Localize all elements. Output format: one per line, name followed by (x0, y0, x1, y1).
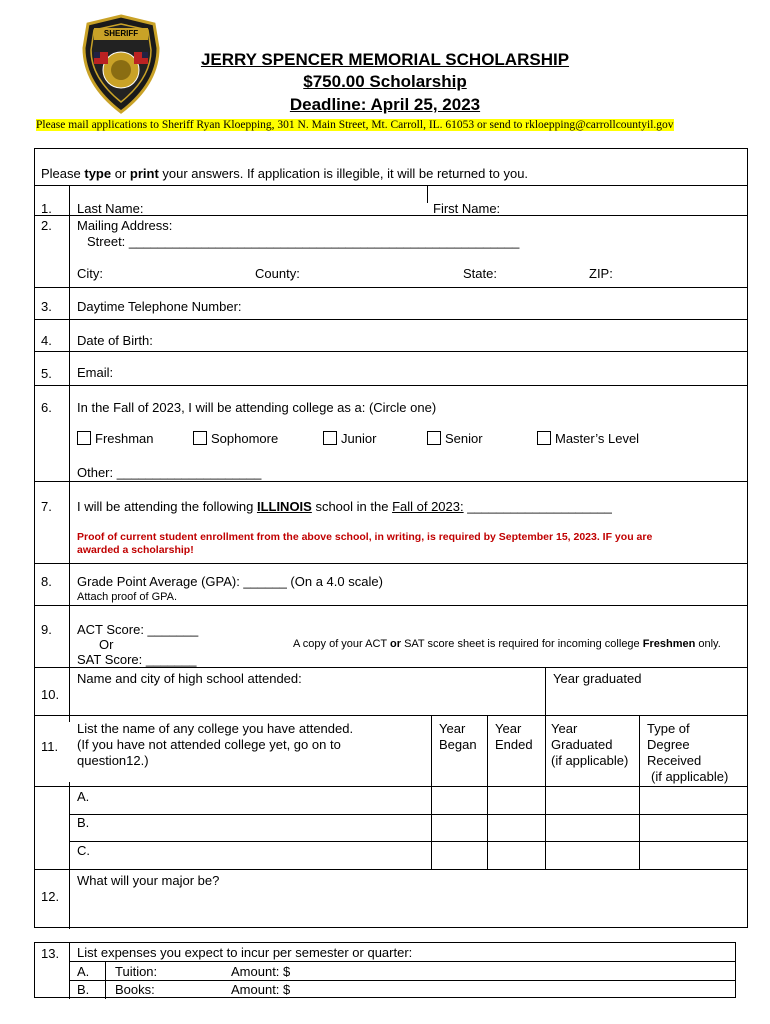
other-field[interactable]: Other: ____________________ (77, 465, 262, 480)
checkbox-icon (323, 431, 337, 445)
gpa-note: Attach proof of GPA. (77, 591, 178, 603)
option-freshman[interactable]: Freshman (77, 431, 154, 446)
q12-number: 12. (41, 889, 60, 904)
college-level-question: In the Fall of 2023, I will be attending college as a: (Circle one) (77, 400, 437, 415)
high-school-field[interactable]: Name and city of high school attended: (77, 671, 302, 686)
q6-number: 6. (41, 400, 52, 415)
q9-number: 9. (41, 622, 52, 637)
school-field[interactable]: I will be attending the following ILLINOIS school in the Fall of 2023: ____________________ (77, 499, 612, 514)
option-junior[interactable]: Junior (323, 431, 376, 446)
email-field[interactable]: Email: (77, 365, 114, 380)
gpa-field[interactable]: Grade Point Average (GPA): ______ (On a 4.0 scale) (77, 574, 383, 589)
expenses-question: List expenses you expect to incur per semester or quarter: (77, 945, 413, 960)
major-field[interactable]: What will your major be? (77, 873, 220, 888)
year-graduated-field[interactable]: Year graduated (553, 671, 642, 686)
last-name-field[interactable]: Last Name: (77, 201, 144, 216)
expense-letter-b: B. (77, 982, 90, 997)
application-form (34, 148, 748, 928)
q4-number: 4. (41, 333, 52, 348)
expenses-table (34, 942, 736, 998)
scholarship-amount: $750.00 Scholarship (303, 72, 467, 91)
score-sheet-note: A copy of your ACT or SAT score sheet is required for incoming college Freshmen only. (293, 638, 721, 650)
county-field[interactable]: County: (255, 266, 300, 281)
col-degree: Type of Degree Received (if applicable) (647, 721, 729, 784)
checkbox-icon (77, 431, 91, 445)
q13-number: 13. (41, 946, 60, 961)
expense-letter-a: A. (77, 964, 90, 979)
badge-text: SHERIFF (103, 29, 139, 38)
col-year-ended: Year Ended (495, 721, 533, 752)
first-name-field[interactable]: First Name: (433, 201, 501, 216)
sat-score-field[interactable]: SAT Score: _______ (77, 652, 197, 667)
college-row-a[interactable]: A. (77, 789, 90, 804)
q3-number: 3. (41, 299, 52, 314)
date-of-birth-field[interactable]: Date of Birth: (77, 333, 153, 348)
college-row-c[interactable]: C. (77, 843, 90, 858)
checkbox-icon (537, 431, 551, 445)
checkbox-icon (427, 431, 441, 445)
tuition-label: Tuition: (115, 964, 158, 979)
option-masters[interactable]: Master’s Level (537, 431, 639, 446)
proof-enrollment-note: Proof of current student enrollment from the above school, in writing, is required by September 15, 2023. IF you are awarded a scholarship! (77, 531, 653, 556)
zip-field[interactable]: ZIP: (589, 266, 613, 281)
q11-number: 11. (41, 739, 59, 754)
deadline: Deadline: April 25, 2023 (289, 95, 481, 114)
college-row-b[interactable]: B. (77, 815, 90, 830)
q10-number: 10. (41, 687, 60, 702)
option-sophomore[interactable]: Sophomore (193, 431, 278, 446)
mailing-address-label: Mailing Address: (77, 218, 173, 233)
page-title: JERRY SPENCER MEMORIAL SCHOLARSHIP (200, 50, 570, 69)
state-field[interactable]: State: (463, 266, 497, 281)
q8-number: 8. (41, 574, 52, 589)
books-amount-field[interactable]: Amount: $ (231, 982, 291, 997)
act-score-field[interactable]: ACT Score: _______ (77, 622, 199, 637)
city-field[interactable]: City: (77, 266, 103, 281)
option-senior[interactable]: Senior (427, 431, 483, 446)
q7-number: 7. (41, 499, 52, 514)
col-year-graduated: Year Graduated (if applicable) (551, 721, 629, 768)
q1-number: 1. (41, 201, 52, 216)
street-field[interactable]: Street: ______________________________________________________ (87, 234, 520, 249)
q2-number: 2. (41, 218, 52, 233)
tuition-amount-field[interactable]: Amount: $ (231, 964, 291, 979)
checkbox-icon (193, 431, 207, 445)
intro-text: Please type or print your answers. If application is illegible, it will be returned to you. (41, 166, 529, 181)
phone-field[interactable]: Daytime Telephone Number: (77, 299, 242, 314)
sheriff-badge-logo (80, 14, 162, 114)
q5-number: 5. (41, 366, 52, 381)
col-year-began: Year Began (439, 721, 477, 752)
or-label: Or (99, 637, 114, 652)
books-label: Books: (115, 982, 155, 997)
college-question: List the name of any college you have attended. (If you have not attended college yet, go on to question12.) (77, 721, 354, 768)
mailing-instructions: Please mail applications to Sheriff Ryan Kloepping, 301 N. Main Street, Mt. Carroll, IL. 61053 or send to rkloepping@carrollcountyil.gov (36, 119, 674, 131)
